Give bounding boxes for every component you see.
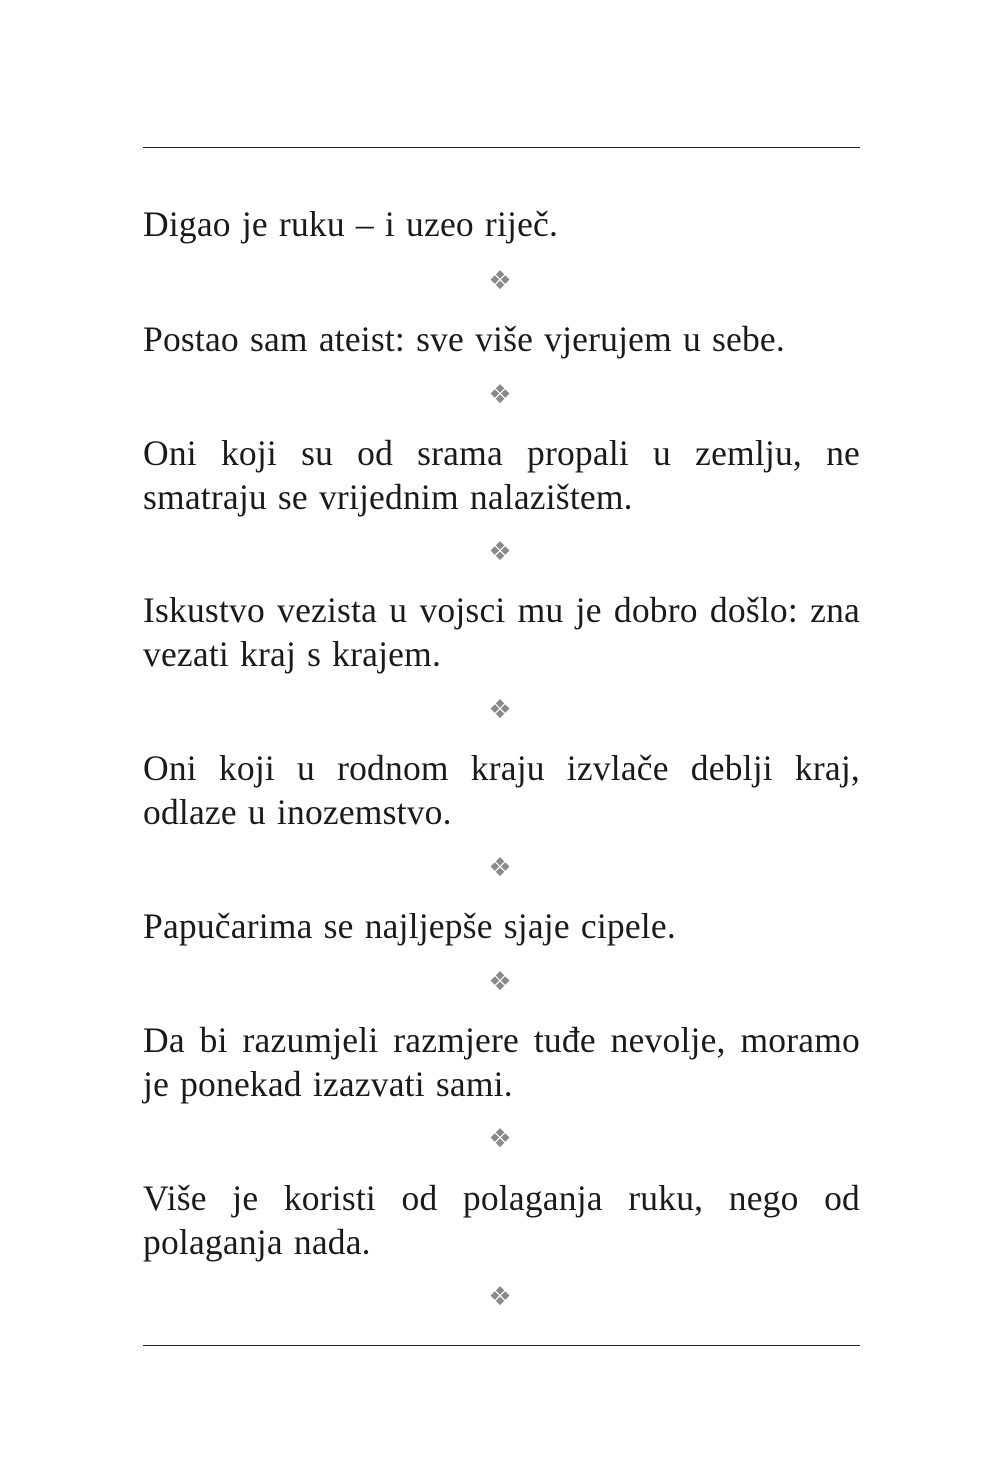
ornament-divider-icon: ❖ bbox=[488, 967, 512, 997]
ornament-divider-icon: ❖ bbox=[488, 380, 512, 410]
aphorism-5: Oni koji u rodnom kraju izvlače deblji kraj, odlaze u inozemstvo. bbox=[143, 748, 860, 832]
top-rule bbox=[143, 147, 860, 148]
ornament-divider-icon: ❖ bbox=[488, 1124, 512, 1154]
ornament-divider-icon: ❖ bbox=[488, 1282, 512, 1312]
aphorism-7: Da bi razumjeli razmjere tuđe nevolje, moramo je ponekad izazvati sami. bbox=[143, 1020, 860, 1104]
ornament-divider-icon: ❖ bbox=[488, 537, 512, 567]
aphorism-2: Postao sam ateist: sve više vjerujem u sebe. bbox=[143, 319, 785, 359]
aphorism-3: Oni koji su od srama propali u zemlju, ne smatraju se vrijednim nalazištem. bbox=[143, 433, 860, 517]
bottom-rule bbox=[143, 1345, 860, 1346]
aphorism-6: Papučarima se najljepše sjaje cipele. bbox=[143, 906, 676, 946]
aphorism-8: Više je koristi od polaganja ruku, nego od polaganja nada. bbox=[143, 1178, 860, 1262]
aphorism-4: Iskustvo vezista u vojsci mu je dobro došlo: zna vezati kraj s krajem. bbox=[143, 590, 860, 674]
ornament-divider-icon: ❖ bbox=[488, 695, 512, 725]
aphorism-1: Digao je ruku – i uzeo riječ. bbox=[143, 204, 559, 244]
ornament-divider-icon: ❖ bbox=[488, 853, 512, 883]
ornament-divider-icon: ❖ bbox=[488, 266, 512, 296]
